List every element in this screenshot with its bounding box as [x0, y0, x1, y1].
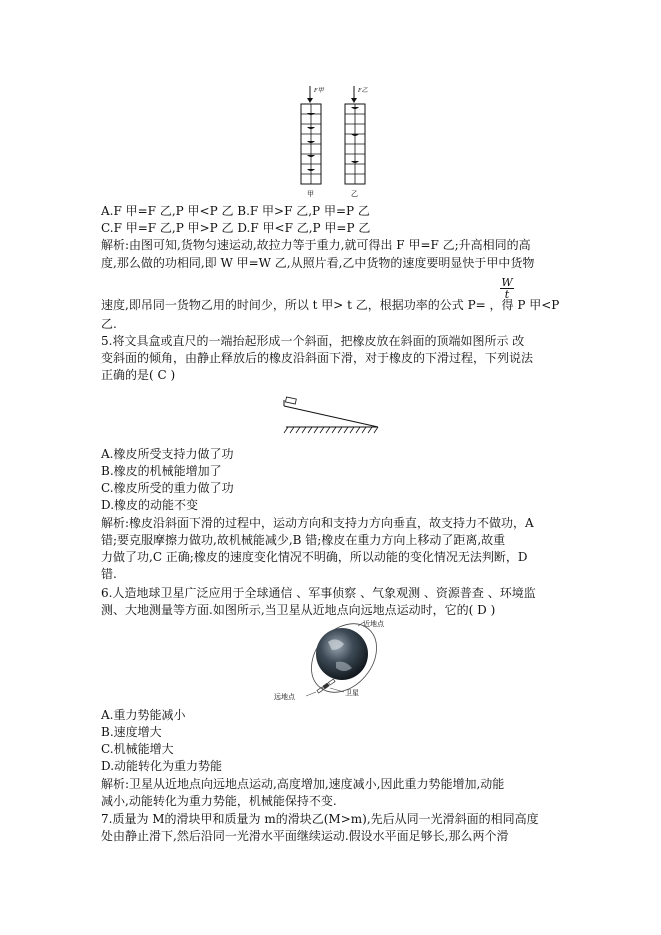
q5-analysis-line-2: 错;要克服摩擦力做功,故机械能减少,B 错;橡皮在重力方向上移动了距离,故重 [101, 533, 506, 547]
q4-analysis-line-2: 度,那么做的功相同,即 W 甲=W 乙,从照片看,乙中货物的速度要明显快于甲中货物 [101, 256, 535, 270]
q4-option-line-1: A.F 甲=F 乙,P 甲<P 乙 B.F 甲>F 乙,P 甲=P 乙 [101, 204, 370, 218]
far-point-label: 远地点 [274, 693, 295, 701]
q5-stem-line-1: 5.将文具盒或直尺的一端抬起形成一个斜面，把橡皮放在斜面的顶端如图所示 改 [101, 334, 525, 348]
q6-option-c: C.机械能增大 [101, 742, 174, 756]
force-label-left: F甲 [314, 88, 324, 94]
q7-stem-line-2: 处由静止滑下,然后沿同一光滑水平面继续运动.假设水平面足够长,那么两个滑 [101, 829, 509, 843]
caption-right: 乙 [351, 190, 358, 198]
q6-option-a: A.重力势能减小 [101, 708, 186, 722]
q4-option-line-2: C.F 甲=F 乙,P 甲>P 乙 D.F 甲<F 乙,P 甲=P 乙 [101, 221, 371, 235]
q6-option-d: D.动能转化为重力势能 [101, 759, 223, 773]
cargo-lifting-figure [296, 80, 386, 200]
force-label-right: F乙 [358, 88, 368, 94]
incline-figure [282, 392, 382, 434]
q4-analysis-line-1: 解析:由图可知,货物匀速运动,故拉力等于重力,就可得出 F 甲=F 乙;升高相同的高 [101, 238, 531, 252]
q6-stem-line-1: 6.人造地球卫星广泛应用于全球通信 、军事侦察 、气象观测 、资源普查 、环境监 [101, 586, 536, 600]
q5-analysis-line-4: 错. [101, 567, 117, 581]
q6-option-b: B.速度增大 [101, 725, 162, 739]
formula-denominator: t [500, 288, 514, 300]
q6-analysis-line-2: 减小,动能转化为重力势能，机械能保持不变. [101, 794, 337, 808]
q5-option-b: B.橡皮的机械能增加了 [101, 464, 222, 478]
q5-option-d: D.橡皮的动能不变 [101, 498, 199, 512]
q5-stem-line-2: 变斜面的倾角，由静止释放后的橡皮沿斜面下滑，对于橡皮的下滑过程，下列说法 [101, 351, 534, 365]
near-point-label: 近地点 [363, 620, 384, 628]
satellite-orbit-figure [272, 616, 402, 702]
q5-analysis-line-3: 力做了功,C 正确;橡皮的速度变化情况不明确，所以动能的变化情况无法判断，D [101, 550, 528, 564]
q5-stem-line-3: 正确的是( C ) [101, 368, 176, 382]
q6-stem-line-2: 测、大地测量等方面.如图所示,当卫星从近地点向远地点运动时，它的( D ) [101, 603, 496, 617]
q7-stem-line-1: 7.质量为 M的滑块甲和质量为 m的滑块乙(M>m),先后从同一光滑斜面的相同高度 [101, 812, 539, 826]
q4-analysis-line-4: 乙. [101, 317, 117, 331]
formula-numerator: W [501, 276, 513, 289]
q5-option-c: C.橡皮所受的重力做了功 [101, 481, 234, 495]
q5-analysis-line-1: 解析:橡皮沿斜面下滑的过程中，运动方向和支持力方向垂直，故支持力不做功，A [101, 516, 534, 530]
caption-left: 甲 [307, 190, 314, 198]
q6-analysis-line-1: 解析:卫星从近地点向远地点运动,高度增加,速度减小,因此重力势能增加,动能 [101, 777, 505, 791]
q4-analysis-line-3: 速度,即吊同一货物乙用的时间少，所以 t 甲> t 乙，根据功率的公式 P= ，得 P 甲<P [101, 298, 560, 312]
earth-icon [316, 628, 368, 680]
q5-option-a: A.橡皮所受支持力做了功 [101, 447, 234, 461]
satellite-label: 卫星 [345, 689, 359, 697]
